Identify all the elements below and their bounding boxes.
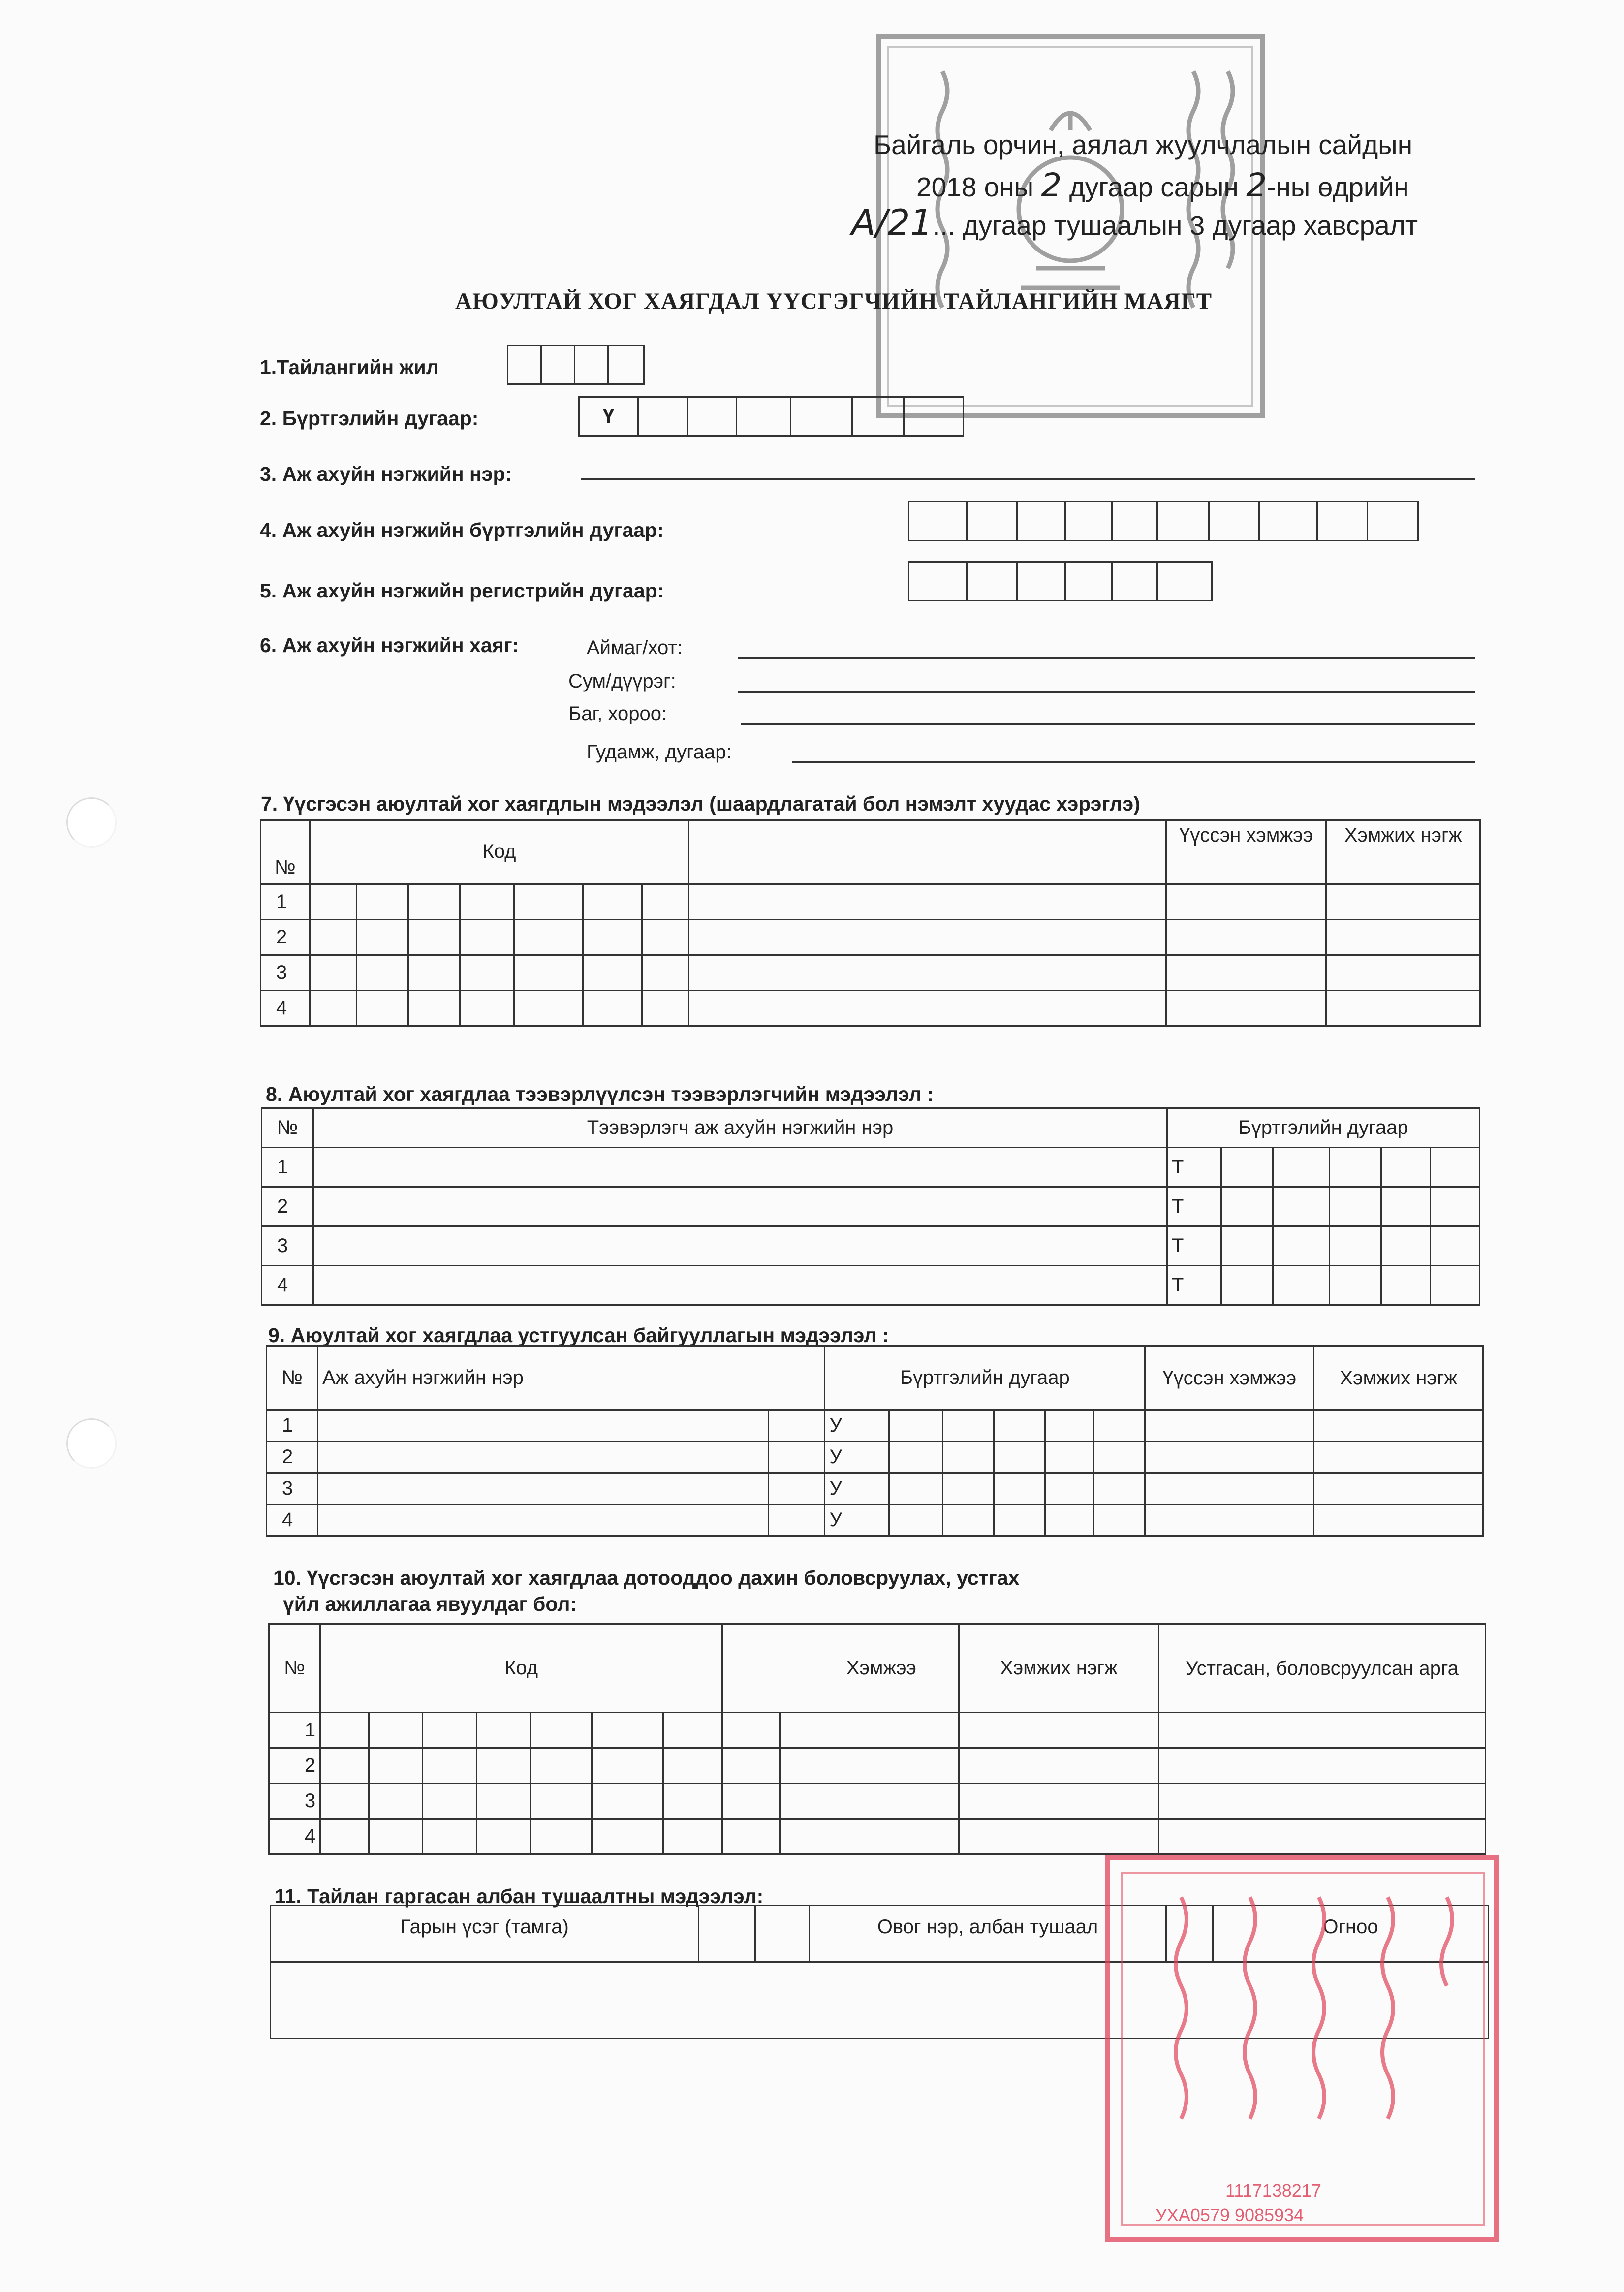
s7-header-amount: Үүссэн хэмжээ (1166, 820, 1326, 884)
s11-header-signature: Гарын үсэг (тамга) (271, 1906, 699, 1962)
address-district-line[interactable] (738, 691, 1475, 693)
s7-header-code-text: Код (482, 841, 516, 862)
s9-row-number: 1 (267, 1410, 318, 1442)
s9-row-prefix: У (825, 1442, 889, 1473)
stamp-number-1: 1117138217 (1225, 2180, 1321, 2200)
section-11-title: 11. Тайлан гаргасан албан тушаалтны мэдээлэл: (275, 1885, 764, 1908)
s8-row-prefix: Т (1167, 1187, 1221, 1226)
section-10-title-1: 10. Үүсгэсэн аюултай хог хаягдлаа дотооддоо дахин боловсруулах, устгах (273, 1567, 1020, 1589)
address-province-line[interactable] (738, 657, 1475, 659)
s9-row-number: 2 (267, 1442, 318, 1473)
s7-row[interactable] (261, 955, 1480, 991)
form-title: АЮУЛТАЙ ХОГ ХАЯГДАЛ ҮҮСГЭГЧИЙН ТАЙЛАНГИЙН МАЯГТ (455, 288, 1213, 314)
hole-punch-bottom (66, 1418, 117, 1469)
company-registration-label: 4. Аж ахуйн нэгжийн бүртгэлийн дугаар: (260, 519, 664, 541)
s8-row-number: 2 (262, 1187, 313, 1226)
decree-number-handwritten: А/21 (851, 202, 933, 243)
s9-header-name: Аж ахуйн нэгжийн нэр (318, 1346, 825, 1410)
s10-header-unit: Хэмжих нэгж (959, 1624, 1158, 1713)
s9-row-number: 4 (267, 1505, 318, 1536)
company-register-boxes[interactable] (908, 561, 1213, 601)
s8-row-prefix: Т (1167, 1266, 1221, 1305)
report-year-label: 1.Тайлангийн жил (260, 356, 439, 378)
s8-row-prefix: Т (1167, 1226, 1221, 1266)
address-subdistrict-label: Баг, хороо: (568, 703, 667, 724)
company-name-line[interactable] (581, 478, 1475, 480)
s9-header-no: № (267, 1346, 318, 1410)
s8-row[interactable] (262, 1266, 1480, 1305)
s10-row[interactable] (269, 1748, 1486, 1784)
s8-row-number: 3 (262, 1226, 313, 1266)
decree-order-text: ... дугаар тушаалын 3 дугаар хавсралт (933, 210, 1418, 241)
s7-row-number: 2 (261, 920, 310, 955)
s10-row[interactable] (269, 1713, 1486, 1748)
registration-prefix: Ү (580, 398, 639, 435)
s9-row-number: 3 (267, 1473, 318, 1505)
decree-day-suffix: -ны өдрийн (1267, 172, 1409, 202)
s9-row[interactable] (267, 1473, 1483, 1505)
s7-header-no-text: № (275, 856, 296, 878)
s8-row[interactable] (262, 1187, 1480, 1226)
s10-row-number: 3 (269, 1784, 320, 1819)
s10-row-number: 1 (269, 1713, 320, 1748)
s11-header-name: Овог нэр, албан тушаал (810, 1906, 1166, 1962)
company-registration-boxes[interactable] (908, 501, 1419, 541)
section-8-title: 8. Аюултай хог хаягдлаа тээвэрлүүлсэн тээвэрлэгчийн мэдээлэл : (266, 1083, 934, 1105)
decree-line-1: Байгаль орчин, аялал жуулчлалын сайдын (874, 129, 1413, 160)
s7-header-no (261, 820, 310, 884)
section-9-table (266, 1345, 1484, 1537)
s10-header-amount: Хэмжээ (722, 1624, 959, 1713)
s10-header-no: № (269, 1624, 320, 1713)
s11-header-date: Огноо (1213, 1906, 1489, 1962)
section-7-table (260, 819, 1481, 1027)
company-address-label: 6. Аж ахуйн нэгжийн хаяг: (260, 634, 519, 657)
s9-row-prefix: У (825, 1505, 889, 1536)
decree-month-label: дугаар сарын (1069, 172, 1239, 202)
s9-row[interactable] (267, 1442, 1483, 1473)
s10-row[interactable] (269, 1819, 1486, 1854)
s8-row-prefix: Т (1167, 1148, 1221, 1187)
s8-header-name: Тээвэрлэгч аж ахуйн нэгжийн нэр (313, 1108, 1167, 1148)
decree-line-3 (851, 202, 1418, 243)
s7-header-blank (689, 820, 1166, 884)
decree-day-handwritten: 2 (1246, 166, 1267, 204)
s9-row[interactable] (267, 1505, 1483, 1536)
hole-punch-top (66, 797, 117, 848)
section-8-table (261, 1107, 1480, 1306)
address-district-label: Сум/дүүрэг: (568, 670, 676, 692)
s7-row[interactable] (261, 991, 1480, 1026)
address-province-label: Аймаг/хот: (587, 637, 683, 659)
s9-row[interactable] (267, 1410, 1483, 1442)
s7-header-code (310, 820, 689, 884)
s10-row-number: 2 (269, 1748, 320, 1784)
s8-row[interactable] (262, 1148, 1480, 1187)
s8-row[interactable] (262, 1226, 1480, 1266)
registration-number-boxes[interactable] (578, 396, 964, 437)
s10-header-method: Устгасан, боловсруулсан арга (1158, 1624, 1485, 1713)
report-year-boxes[interactable] (507, 345, 645, 385)
decree-month-handwritten: 2 (1041, 166, 1062, 204)
s7-row[interactable] (261, 884, 1480, 920)
s10-header-code: Код (320, 1624, 722, 1713)
section-7-title: 7. Үүсгэсэн аюултай хог хаягдлын мэдээлэл (шаардлагатай бол нэмэлт хуудас хэрэглэ) (261, 792, 1140, 815)
s10-row-number: 4 (269, 1819, 320, 1854)
s9-row-prefix: У (825, 1410, 889, 1442)
s9-header-unit: Хэмжих нэгж (1314, 1346, 1483, 1410)
s8-header-registration: Бүртгэлийн дугаар (1167, 1108, 1480, 1148)
section-10-table (268, 1623, 1486, 1855)
section-9-title: 9. Аюултай хог хаягдлаа устгуулсан байгууллагын мэдээлэл : (268, 1324, 889, 1347)
s9-header-amount: Үүссэн хэмжээ (1145, 1346, 1314, 1410)
s9-header-registration: Бүртгэлийн дугаар (825, 1346, 1145, 1410)
stamp-number-2: УХА0579 9085934 (1156, 2205, 1304, 2225)
address-subdistrict-line[interactable] (741, 723, 1475, 725)
address-street-line[interactable] (792, 761, 1475, 763)
s10-row[interactable] (269, 1784, 1486, 1819)
decree-year-text: 2018 оны (916, 172, 1034, 202)
s7-row[interactable] (261, 920, 1480, 955)
s7-row-number: 3 (261, 955, 310, 991)
decree-line-2 (916, 166, 1409, 204)
s8-row-number: 4 (262, 1266, 313, 1305)
s7-row-number: 1 (261, 884, 310, 920)
s8-header-no: № (262, 1108, 313, 1148)
company-register-label: 5. Аж ахуйн нэгжийн регистрийн дугаар: (260, 579, 664, 602)
s9-row-prefix: У (825, 1473, 889, 1505)
address-street-label: Гудамж, дугаар: (587, 741, 732, 763)
s8-row-number: 1 (262, 1148, 313, 1187)
company-name-label: 3. Аж ахуйн нэгжийн нэр: (260, 463, 512, 485)
registration-number-label: 2. Бүртгэлийн дугаар: (260, 407, 479, 430)
s7-header-unit: Хэмжих нэгж (1326, 820, 1480, 884)
s7-row-number: 4 (261, 991, 310, 1026)
section-10-title-2: үйл ажиллагаа явуулдаг бол: (283, 1593, 577, 1615)
